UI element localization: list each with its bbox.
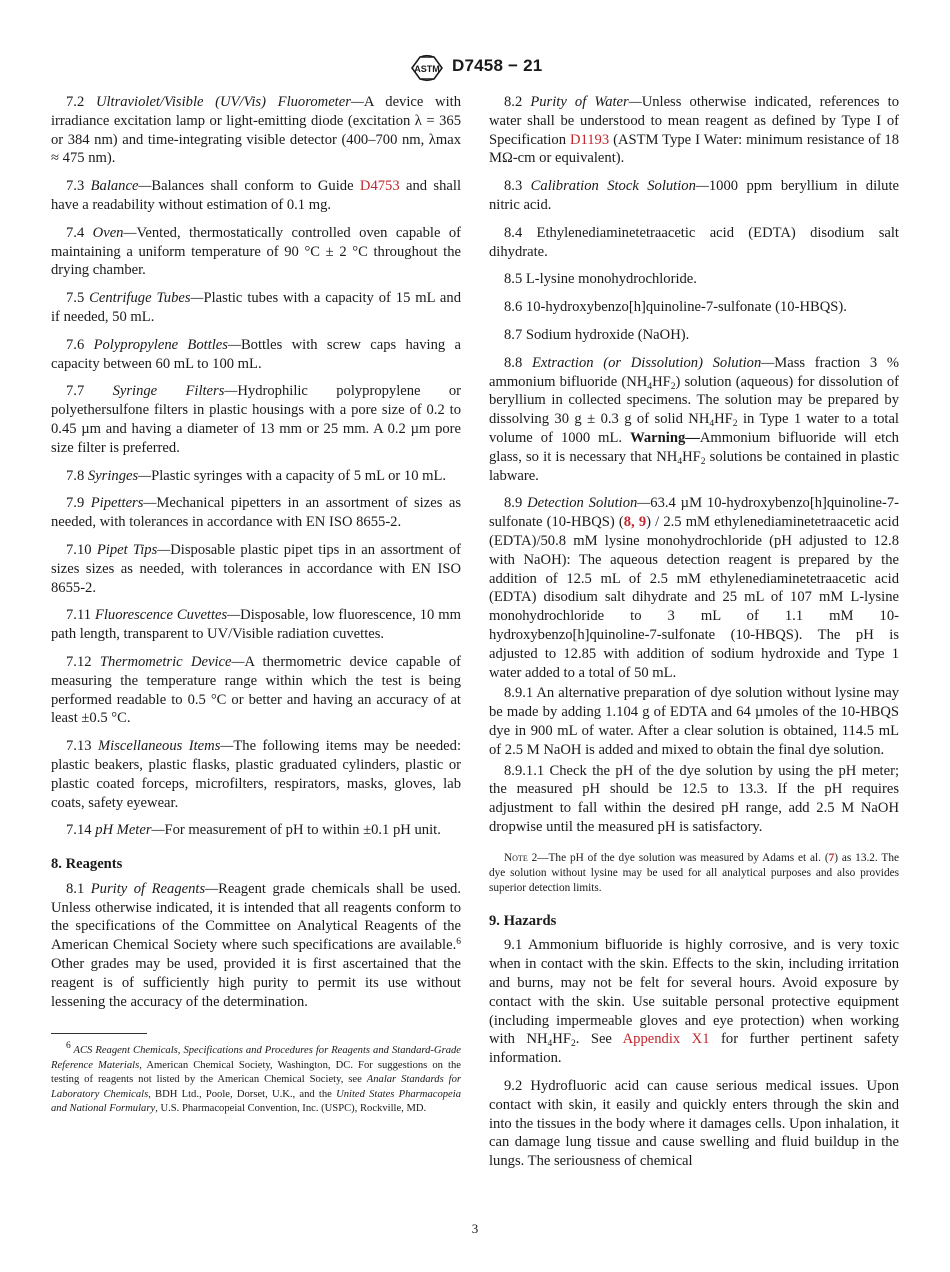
right-column [489,93,899,1180]
footnote-ref-6: 6 [456,937,461,948]
section-8-9-1-1: 8.9.1.1 Check the pH of the dye solution by using the pH meter; the measured pH should be 12.5 to 13.3. If the pH requires adjustment to fall within the desired pH range, add 2.5 M NaOH dropwise until the measured pH is satisfactory. [489,762,899,835]
astm-logo-text: ASTM [414,64,440,74]
section-7-4: 7.4 Oven—Vented, thermostatically controlled oven capable of maintaining a uniform temperature of 90 °C ± 2 °C throughout the drying chamber. [51,224,462,279]
section-8-8: 8.8 Extraction (or Dissolution) Solution—Mass fraction 3 % ammonium bifluoride $(NH_4HF_2)$ solution (aqueous) for dissolution of beryllium in collected specimens. The solution may be prepared by dissolving 30 g ± 0.3 g of solid $NH_4HF_2$ in Type 1 water to a total volume of 1000 mL. Warning—Ammonium bifluoride will etch glass, so it is necessary that $NH_4HF_2$ solutions be contained in plastic labware. [489,354,899,484]
warning-label: Warning— [630,429,700,446]
standard-designation: D7458 − 21 [452,56,543,75]
section-8-2: 8.2 Purity of Water—Unless otherwise indicated, references to water shall be understood to mean reagent as defined by Type I of Specification D1193 (ASTM Type I Water: minimum resistance of 18 MΩ-cm or equivalent). [489,94,899,167]
section-8-9: 8.9 Detection Solution—63.4 µM 10-hydroxybenzo[h]quinoline-7-sulfonate (10-HBQS) (8, 9) / 2.5 mM ethylenediaminetetraacetic acid (EDTA)/50.8 mM lysine monohydrochloride (pH adjusted to 12.8 with NaOH): The aqueous detection reagent is prepared by the addition of 12.5 mL of 2.5 mM ethylenediaminetetraacetic acid (EDTA) disodium salt dihydrate and 25 mL of 107 mM L-lysine monohydrochloride to 3 mL of 1.1 mM 10-hydroxybenzo[h]quinoline-7-sulfonate (10-HBQS). The pH is adjusted to 12.85 with addition of sodium hydroxide and Type 1 water added to a total of 50 mL. [489,495,899,681]
section-8-4: 8.4 Ethylenediaminetetraacetic acid (EDTA) disodium salt dihydrate. [489,224,899,260]
section-7-3: 7.3 Balance—Balances shall conform to Guide D4753 and shall have a readability without estimation of 0.1 mg. [51,178,461,213]
ref-9-link[interactable]: 9 [638,514,647,531]
section-7-6: 7.6 Polypropylene Bottles—Bottles with screw caps having a capacity between 60 mL to 100 mL. [51,336,462,372]
section-8-9-1: 8.9.1 An alternative preparation of dye solution without lysine may be made by adding 1.104 g of EDTA and 64 µmoles of the 10-HBQS dye in 900 mL of water. After a clear solution is obtained, 114.5 mL of 2.5 M NaOH is added and mixed to obtain the final dye solution. [489,685,899,758]
section-8-6: 8.6 10-hydroxybenzo[h]quinoline-7-sulfonate (10-HBQS). [504,299,847,316]
section-7-10: 7.10 Pipet Tips—Disposable plastic pipet tips in an assortment of sizes sizes as needed, with tolerances in accordance with EN ISO 8655-2. [51,541,462,596]
ref-7-link[interactable]: 7 [828,851,835,864]
section-7-13: 7.13 Miscellaneous Items—The following items may be needed: plastic beakers, plastic flasks, plastic graduated cylinders, plastic or plastic coated forceps, microfilters, respirators, masks, gloves, lab coats, safety eyewear. [51,738,461,811]
note-2: Note 2—The pH of the dye solution was measured by Adams et al. (7) as 13.2. The dye solution without lysine may be used for all analytical purposes and also provides superior detection limits. [489,851,899,895]
section-heading-reagents: 8. Reagents [51,856,123,873]
section-8-3: 8.3 Calibration Stock Solution—1000 ppm beryllium in dilute nitric acid. [489,178,900,213]
section-7-5: 7.5 Centrifuge Tubes—Plastic tubes with a capacity of 15 mL and if needed, 50 mL. [51,290,461,325]
page-number: 3 [471,1221,479,1236]
appendix-x1-link[interactable]: Appendix X1 [622,1031,710,1048]
section-7-7: 7.7 Syringe Filters—Hydrophilic polypropylene or polyethersulfone filters in plastic housings with a pore size of 0.2 to 0.45 µm and having a diameter of 13 mm or 25 mm. A 0.2 µm pore size filter is preferred. [51,383,462,456]
section-7-14: 7.14 pH Meter—For measurement of pH to within ±0.1 pH unit. [66,822,441,839]
section-heading-hazards: 9. Hazards [489,912,557,929]
section-8-1: 8.1 Purity of Reagents—Reagent grade chemicals shall be used. Unless otherwise indicated, it is intended that all reagents conform to the specifications of the Committee on Analytical Reagents of the American Chemical Society where such specifications are available.$^6$ Other grades may be used, provided it is first ascertained that the reagent is of sufficiently high purity to permit its use without lessening the accuracy of the determination. [51,880,461,1010]
ref-8-link[interactable]: 8 [623,514,632,531]
footnote-divider [51,1033,147,1034]
section-7-8: 7.8 Syringes—Plastic syringes with a capacity of 5 mL or 10 mL. [66,467,447,484]
footnote-6: $^6$ ACS Reagent Chemicals, Specifications and Procedures for Reagents and Standard-Grade Reference Materials, American Chemical Society, Washington, DC. For suggestions on the testing of reagents not listed by the American Chemical Society, see Analar Standards for Laboratory Chemicals, BDH Ltd., Poole, Dorset, U.K., and the United States Pharmacopeia and National Formulary, U.S. Pharmacopeial Convention, Inc. (USPC), Rockville, MD. [51,1041,462,1115]
section-9-2: 9.2 Hydrofluoric acid can cause serious medical issues. Upon contact with skin, it easily and quickly enters through the skin and into the tissues in the body where it damages cells. Upon inhalation, it can damage lung tissue and cause swelling and fluid buildup in the lungs. The seriousness of chemical [489,1077,899,1170]
section-8-5: 8.5 L-lysine monohydrochloride. [504,271,697,288]
d4753-link[interactable]: D4753 [359,178,400,195]
left-column [51,93,461,1117]
section-7-9: 7.9 Pipetters—Mechanical pipetters in an assortment of sizes as needed, with tolerances in accordance with EN ISO 8655-2. [51,495,461,531]
page-header [0,52,950,84]
section-7-2: 7.2 Ultraviolet/Visible (UV/Vis) Fluorometer—A device with irradiance excitation lamp or light-emitting diode (excitation λ = 365 or 384 nm) and time-integrating visible detector (400–700 nm, λmax ≈ 475 nm). [51,94,461,167]
section-9-1: 9.1 Ammonium bifluoride is highly corrosive, and is very toxic when in contact with the skin. Effects to the skin, including irritation and burns, may not be felt for several hours. Avoid exposure by contact with the skin. Use suitable personal protective equipment (including impermeable gloves and eye protection) when working with $NH_4HF_2$. See Appendix X1 for further pertinent safety information. [489,937,899,1067]
astm-logo-icon [408,54,446,82]
section-8-7: 8.7 Sodium hydroxide (NaOH). [504,326,690,343]
section-7-11: 7.11 Fluorescence Cuvettes—Disposable, low fluorescence, 10 mm path length, transparent to UV/Visible radiation cuvettes. [51,607,461,643]
section-7-12: 7.12 Thermometric Device—A thermometric device capable of measuring the temperature range within which the test is being performed readable to 0.5 °C or better and having an accuracy of at least ±0.5 °C. [51,653,461,727]
d1193-link[interactable]: D1193 [569,131,610,148]
